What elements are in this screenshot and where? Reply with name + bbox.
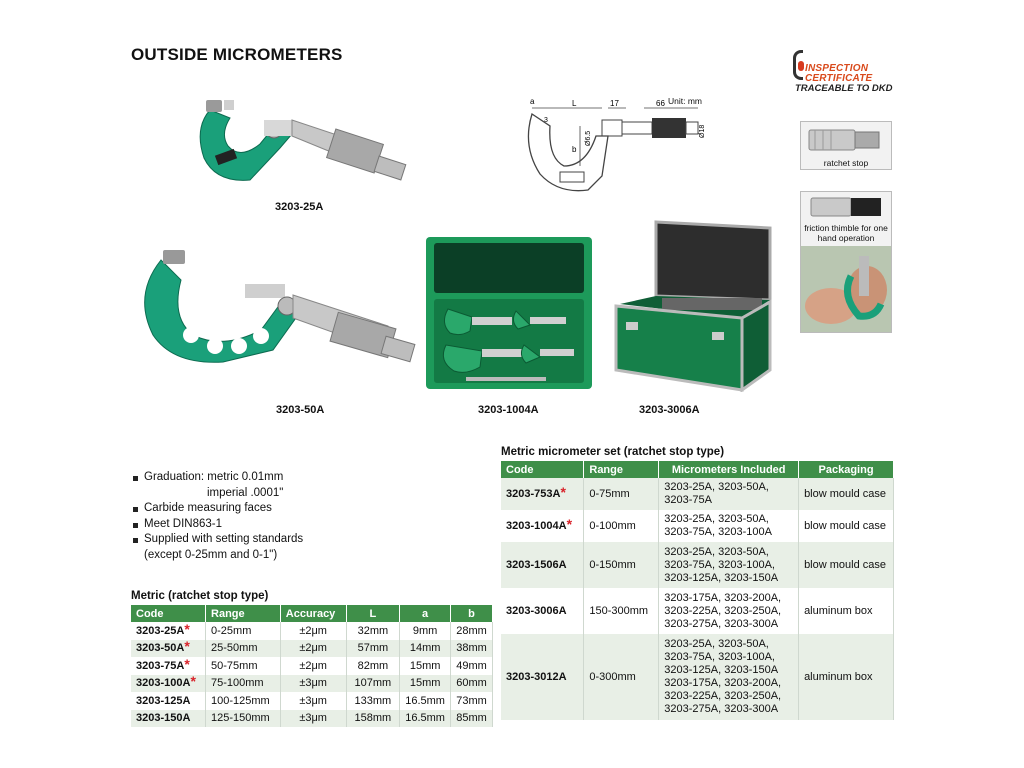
metric-b: 73mm [450, 692, 492, 710]
set-included-line: 3203-75A, 3203-100A, [664, 651, 775, 663]
set-table-row [501, 542, 894, 588]
metric-b: 60mm [450, 675, 492, 693]
metric-a: 15mm [400, 675, 451, 693]
spec-din: Meet DIN863-1 [133, 517, 303, 533]
set-header-packaging: Packaging [799, 461, 894, 478]
set-included-line: 3203-225A, 3203-250A, [664, 690, 782, 702]
set-header-included: Micrometers Included [659, 461, 799, 478]
header-range: Range [206, 605, 281, 622]
set-table-title: Metric micrometer set (ratchet stop type) [501, 446, 725, 458]
star-icon: * [560, 483, 566, 500]
set-table-row [501, 588, 894, 634]
spec-setting-exception: (except 0-25mm and 0-1") [144, 548, 278, 561]
set-included-line: 3203-175A, 3203-200A, [664, 591, 782, 604]
metric-table-row [131, 692, 493, 710]
friction-thimble-thumbnail [800, 191, 892, 333]
set-case-image [426, 237, 592, 389]
set-included-cell [659, 634, 799, 720]
header-code: Code [131, 605, 206, 622]
dim-3: 3 [544, 117, 548, 124]
certificate-line3: TRACEABLE TO DKD [795, 83, 893, 94]
spec-imperial: imperial .0001" [207, 486, 284, 499]
metric-accuracy: ±3μm [280, 692, 346, 710]
metric-table-title: Metric (ratchet stop type) [131, 590, 269, 602]
dim-d65: Ø6.5 [585, 130, 592, 146]
metric-code-cell [131, 622, 206, 640]
spec-carbide: Carbide measuring faces [133, 501, 303, 517]
metric-L: 32mm [346, 622, 400, 640]
set-included-cell [659, 510, 799, 542]
set-code-cell [501, 510, 584, 542]
set-code: 3203-753A [506, 487, 561, 500]
unit-label: Unit: mm [668, 96, 702, 106]
set-range: 0-300mm [584, 634, 659, 720]
friction-thimble-label: friction thimble for one hand operation [804, 223, 888, 243]
set-table [501, 461, 894, 720]
star-icon: * [184, 655, 190, 672]
metric-range: 50-75mm [206, 657, 281, 675]
metric-range: 25-50mm [206, 640, 281, 658]
metric-a: 16.5mm [400, 710, 451, 728]
metric-a: 16.5mm [400, 692, 451, 710]
set-included-line: 3203-25A, 3203-50A, [664, 481, 769, 493]
set-header-code: Code [501, 461, 584, 478]
metric-range: 0-25mm [206, 622, 281, 640]
star-icon: * [566, 515, 573, 532]
spec-setting-standards: Supplied with setting standards [133, 532, 303, 548]
set-included-line: 3203-25A, 3203-50A, [664, 513, 769, 525]
caption-3203-3006a: 3203-3006A [639, 404, 700, 416]
metric-L: 107mm [346, 675, 400, 693]
set-included-line: 3203-75A, 3203-100A, [664, 558, 775, 571]
dim-17: 17 [610, 99, 619, 108]
set-packaging: blow mould case [799, 478, 894, 510]
set-packaging: aluminum box [799, 588, 894, 634]
set-code-cell [501, 478, 584, 510]
caption-3203-1004a: 3203-1004A [478, 404, 539, 416]
header-a: a [400, 605, 451, 622]
aluminum-box-image [612, 220, 778, 392]
metric-L: 57mm [346, 640, 400, 658]
set-code-cell [501, 588, 584, 634]
set-packaging: blow mould case [799, 510, 894, 542]
set-table-row [501, 478, 894, 510]
set-included-cell [659, 478, 799, 510]
set-range: 150-300mm [584, 588, 659, 634]
metric-accuracy: ±2μm [280, 622, 346, 640]
certificate-line2: CERTIFICATE [805, 73, 873, 84]
metric-L: 158mm [346, 710, 400, 728]
set-code: 3203-1004A [506, 519, 567, 532]
set-included-cell [659, 588, 799, 634]
metric-code-cell [131, 657, 206, 675]
set-included-line: 3203-125A, 3203-150A [664, 571, 779, 584]
metric-a: 15mm [400, 657, 451, 675]
set-range: 0-150mm [584, 542, 659, 588]
set-code-cell [501, 542, 584, 588]
set-included-line: 3203-75A [664, 494, 712, 506]
friction-thimble-icon [801, 192, 891, 222]
set-included-line: 3203-275A, 3203-300A [664, 703, 779, 715]
caption-3203-50a: 3203-50A [276, 404, 325, 416]
set-range: 0-100mm [584, 510, 659, 542]
metric-accuracy: ±2μm [280, 640, 346, 658]
metric-table-row [131, 710, 493, 728]
dim-a: a [530, 97, 535, 106]
metric-a: 9mm [400, 622, 451, 640]
metric-range: 100-125mm [206, 692, 281, 710]
set-included-line: 3203-275A, 3203-300A [664, 617, 779, 630]
metric-table-row [131, 675, 493, 693]
set-packaging: aluminum box [799, 634, 894, 720]
metric-code: 3203-75A [136, 659, 185, 672]
metric-a: 14mm [400, 640, 451, 658]
caption-3203-25a: 3203-25A [275, 201, 324, 213]
metric-code: 3203-100A [136, 677, 191, 690]
ratchet-stop-icon [801, 122, 891, 158]
metric-table-header [131, 605, 493, 622]
header-L: L [346, 605, 400, 622]
hand-operation-photo [801, 246, 891, 332]
metric-L: 133mm [346, 692, 400, 710]
set-included-line: 3203-175A, 3203-200A, [664, 677, 782, 689]
star-icon: * [184, 620, 190, 637]
certificate-line1: INSPECTION [805, 63, 869, 74]
star-icon: * [190, 673, 196, 690]
dim-L: L [572, 99, 577, 108]
metric-code: 3203-125A [136, 694, 191, 707]
metric-accuracy: ±3μm [280, 675, 346, 693]
metric-b: 49mm [450, 657, 492, 675]
metric-code: 3203-150A [136, 712, 191, 725]
set-code: 3203-1506A [506, 558, 567, 571]
set-included-line: 3203-225A, 3203-250A, [664, 604, 782, 617]
metric-code: 3203-50A [136, 642, 185, 655]
metric-code-cell [131, 692, 206, 710]
micrometer-25a-image [180, 88, 410, 198]
set-included-cell [659, 542, 799, 588]
dim-d18: Ø18 [699, 124, 706, 138]
metric-b: 28mm [450, 622, 492, 640]
set-packaging: blow mould case [799, 542, 894, 588]
set-table-row [501, 634, 894, 720]
metric-b: 85mm [450, 710, 492, 728]
set-included-line: 3203-25A, 3203-50A, [664, 545, 769, 558]
certificate-mark-icon [793, 50, 803, 80]
set-table-header [501, 461, 894, 478]
ratchet-stop-thumbnail [800, 121, 892, 170]
metric-L: 82mm [346, 657, 400, 675]
metric-b: 38mm [450, 640, 492, 658]
header-accuracy: Accuracy [280, 605, 346, 622]
header-b: b [450, 605, 492, 622]
spec-graduation: Graduation: metric 0.01mm [133, 470, 303, 486]
metric-accuracy: ±3μm [280, 710, 346, 728]
set-included-line: 3203-25A, 3203-50A, [664, 638, 769, 650]
metric-code-cell [131, 710, 206, 728]
spec-list [133, 470, 303, 563]
ratchet-stop-label: ratchet stop [823, 158, 869, 168]
metric-code-cell [131, 675, 206, 693]
set-header-range: Range [584, 461, 659, 478]
dim-66: 66 [656, 99, 665, 108]
metric-accuracy: ±2μm [280, 657, 346, 675]
set-included-line: 3203-75A, 3203-100A [664, 526, 772, 538]
set-code: 3203-3006A [506, 604, 567, 617]
metric-range: 125-150mm [206, 710, 281, 728]
metric-table-row [131, 657, 493, 675]
page-title: OUTSIDE MICROMETERS [131, 45, 343, 64]
metric-table [131, 605, 493, 727]
set-included-line: 3203-125A, 3203-150A [664, 664, 779, 676]
set-code-cell [501, 634, 584, 720]
star-icon: * [184, 638, 190, 655]
set-code: 3203-3012A [506, 670, 567, 683]
set-table-row [501, 510, 894, 542]
metric-range: 75-100mm [206, 675, 281, 693]
metric-code-cell [131, 640, 206, 658]
metric-code: 3203-25A [136, 624, 185, 637]
metric-table-row [131, 640, 493, 658]
micrometer-50a-image [133, 240, 423, 370]
dimension-drawing [522, 96, 712, 196]
metric-table-row [131, 622, 493, 640]
dim-b: b [572, 145, 577, 154]
certificate-logo [793, 48, 903, 96]
set-range: 0-75mm [584, 478, 659, 510]
